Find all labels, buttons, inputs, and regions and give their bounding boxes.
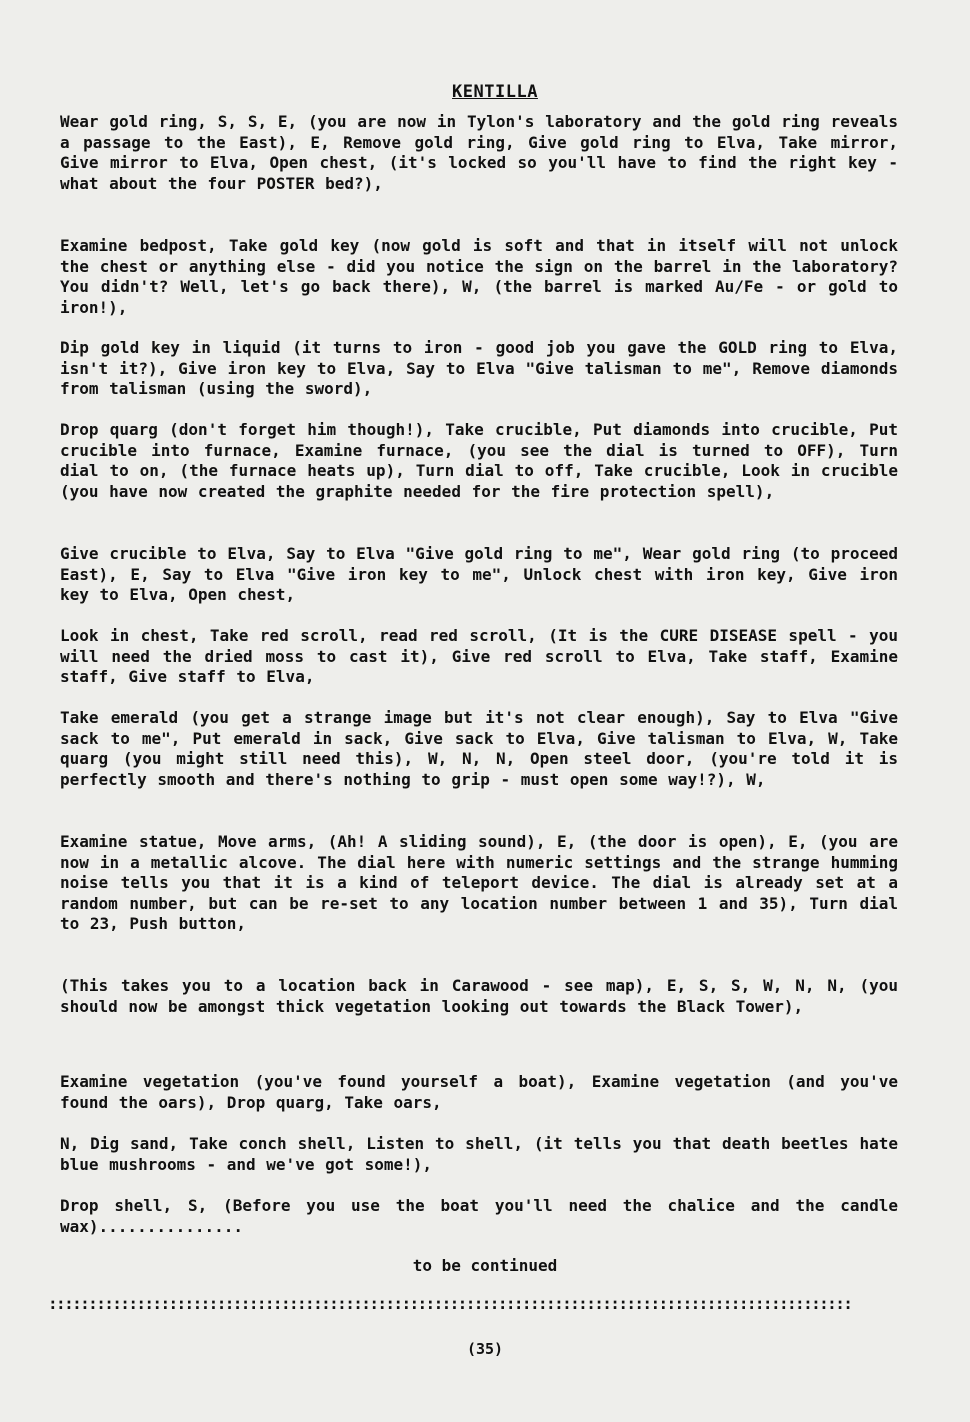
paragraph-5: Give crucible to Elva, Say to Elva "Give gold ring to me", Wear gold ring (to proceed East), E, Say to Elva "Give iron key to me", Unlock chest with iron key, Give iron key to Elva, Open chest, (60, 544, 898, 605)
paragraph-12: Drop shell, S, (Before you use the boat you'll need the chalice and the candle wax)............... (60, 1196, 898, 1236)
paragraph-11: N, Dig sand, Take conch shell, Listen to shell, (it tells you that death beetles hate blue mushrooms - and we've got some!), (60, 1134, 898, 1174)
paragraph-6: Look in chest, Take red scroll, read red scroll, (It is the CURE DISEASE spell - you will need the dried moss to cast it), Give red scroll to Elva, Take staff, Examine staff, Give staff to Elva, (60, 626, 898, 687)
paragraph-2: Examine bedpost, Take gold key (now gold is soft and that in itself will not unlock the chest or anything else - did you notice the sign on the barrel in the laboratory? You didn't? Well, let's go back there), W, (the barrel is marked Au/Fe - or gold to iron!), (60, 236, 898, 317)
paragraph-3: Dip gold key in liquid (it turns to iron - good job you gave the GOLD ring to Elva, isn't it?), Give iron key to Elva, Say to Elva "Give talisman to me", Remove diamonds from talisman (using the sword), (60, 338, 898, 399)
paragraph-9: (This takes you to a location back in Carawood - see map), E, S, S, W, N, N, (you should now be amongst thick vegetation looking out towards the Black Tower), (60, 976, 898, 1016)
paragraph-8: Examine statue, Move arms, (Ah! A sliding sound), E, (the door is open), E, (you are now in a metallic alcove. The dial here with numeric settings and the strange humming noise tells you that it is a kind of teleport device. The dial is already set at a random number, but can be re-set to any location number between 1 and 35), Turn dial to 23, Push button, (60, 832, 898, 934)
paragraph-4: Drop quarg (don't forget him though!), Take crucible, Put diamonds into crucible, Put crucible into furnace, Examine furnace, (you see the dial is turned to OFF), Turn dial to on, (the furnace heats up), Turn dial to off, Take crucible, Look in crucible (you have now created the graphite needed for the fire protection spell), (60, 420, 898, 501)
to-be-continued: to be continued (412, 1256, 558, 1275)
article-title: KENTILLA (452, 82, 538, 102)
paragraph-10: Examine vegetation (you've found yourself a boat), Examine vegetation (and you've found the oars), Drop quarg, Take oars, (60, 1072, 898, 1112)
page-number: (35) (466, 1340, 504, 1358)
paragraph-7: Take emerald (you get a strange image but it's not clear enough), Say to Elva "Give sack to me", Put emerald in sack, Give sack to Elva, Give talisman to Elva, W, Take quarg (you might still need this), W, N, N, Open steel door, (you're told it is perfectly smooth and there's nothing to grip - must open some way!?), W, (60, 708, 898, 789)
paragraph-1: Wear gold ring, S, S, E, (you are now in Tylon's laboratory and the gold ring reveals a passage to the East), E, Remove gold ring, Give gold ring to Elva, Take mirror, Give mirror to Elva, Open chest, (it's locked so you'll have to find the right key - what about the four POSTER bed?), (60, 112, 898, 193)
colon-divider: :::::::::::::::::::::::::::::::::::::::::::::::::::::::::::::::::::::::::::::::::::::::::::::::::::: (48, 1294, 852, 1313)
